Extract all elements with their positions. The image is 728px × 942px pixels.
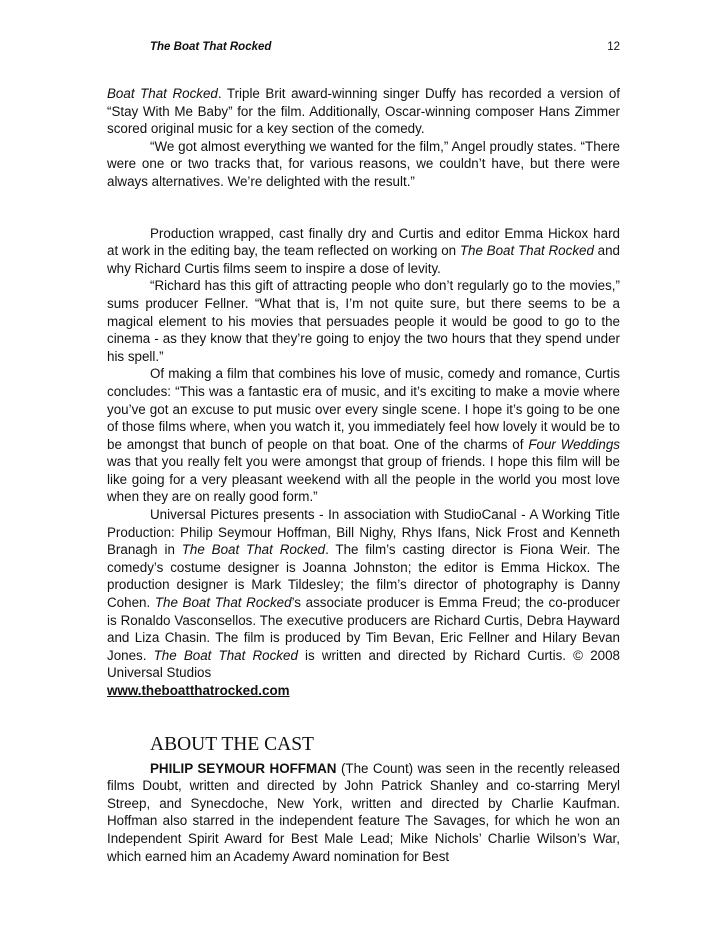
header-title: The Boat That Rocked	[150, 41, 272, 53]
paragraph-credits: Universal Pictures presents - In association with StudioCanal - A Working Title Production: Philip Seymour Hoffman, Bill Nighy, Rhys Ifans, Nick Frost and Kenneth Branagh in The Boat That Rocked. The film’s casting director is Fiona Weir. The comedy’s costume designer is Joanna Johnston; the editor is Emma Hickox. The production designer is Mark Tildesley; the film’s director of photography is Danny Cohen. The Boat That Rocked’s associate producer is Emma Freud; the co-producer is Ronaldo Vasconsellos. The executive producers are Richard Curtis, Debra Hayward and Liza Chasin. The film is produced by Tim Bevan, Eric Fellner and Hilary Bevan Jones. The Boat That Rocked is written and directed by Richard Curtis. © 2008 Universal Studios www.theboatthatrocked.com	[107, 507, 621, 698]
paragraph-4: “Richard has this gift of attracting people who don’t regularly go to the movies,” sums producer Fellner. “What that is, I’m not quite sure, but there seems to be a magical element to his movies that persuades people it would be good to go to the cinema - as they know that they’re going to enjoy the two hours that they spend under his spell.”	[107, 278, 620, 364]
actor-name: PHILIP SEYMOUR HOFFMAN	[150, 760, 337, 776]
section-gap	[107, 700, 620, 734]
website-link[interactable]: www.theboatthatrocked.com	[107, 683, 290, 698]
paragraph-gap	[107, 191, 620, 225]
film-title-italic: Boat That Rocked	[107, 86, 218, 101]
page-header	[150, 41, 620, 53]
paragraph-1: Boat That Rocked. Triple Brit award-winning singer Duffy has recorded a version of “Stay With Me Baby” for the film. Additionally, Oscar-winning composer Hans Zimmer scored original music for a key section of the comedy.	[107, 86, 621, 137]
document-body	[107, 85, 620, 865]
page-number: 12	[607, 41, 620, 53]
section-heading: ABOUT THE CAST	[150, 733, 314, 755]
paragraph-3: Production wrapped, cast finally dry and Curtis and editor Emma Hickox hard at work in the editing bay, the team reflected on working on The Boat That Rocked and why Richard Curtis films seem to inspire a dose of levity.	[107, 225, 621, 276]
paragraph-5: Of making a film that combines his love of music, comedy and romance, Curtis concludes: “This was a fantastic era of music, and it’s exciting to make a movie where you’ve got an excuse to put music over every single scene. I hope it’s going to be one of those films where, when you watch it, you immediately feel how lovely it would be to be amongst that bunch of people on that boat. One of the charms of Four Weddings was that you really felt you were amongst that group of friends. I hope this film will be like going for a very pleasant weekend with all the people in the world you most love when they are on really good form.”	[107, 366, 620, 505]
paragraph-cast: PHILIP SEYMOUR HOFFMAN (The Count) was seen in the recently released films Doubt, written and directed by John Patrick Shanley and co-starring Meryl Streep, and Synecdoche, New York, written and directed by Charlie Kaufman. Hoffman also starred in the independent feature The Savages, for which he won an Independent Spirit Award for Best Male Lead; Mike Nichols’ Charlie Wilson’s War, which earned him an Academy Award nomination for Best	[107, 760, 620, 864]
paragraph-2: “We got almost everything we wanted for the film,” Angel proudly states. “There were one or two tracks that, for various reasons, we couldn’t have, but there were always alternatives. We’re delighted with the result.”	[107, 138, 620, 189]
